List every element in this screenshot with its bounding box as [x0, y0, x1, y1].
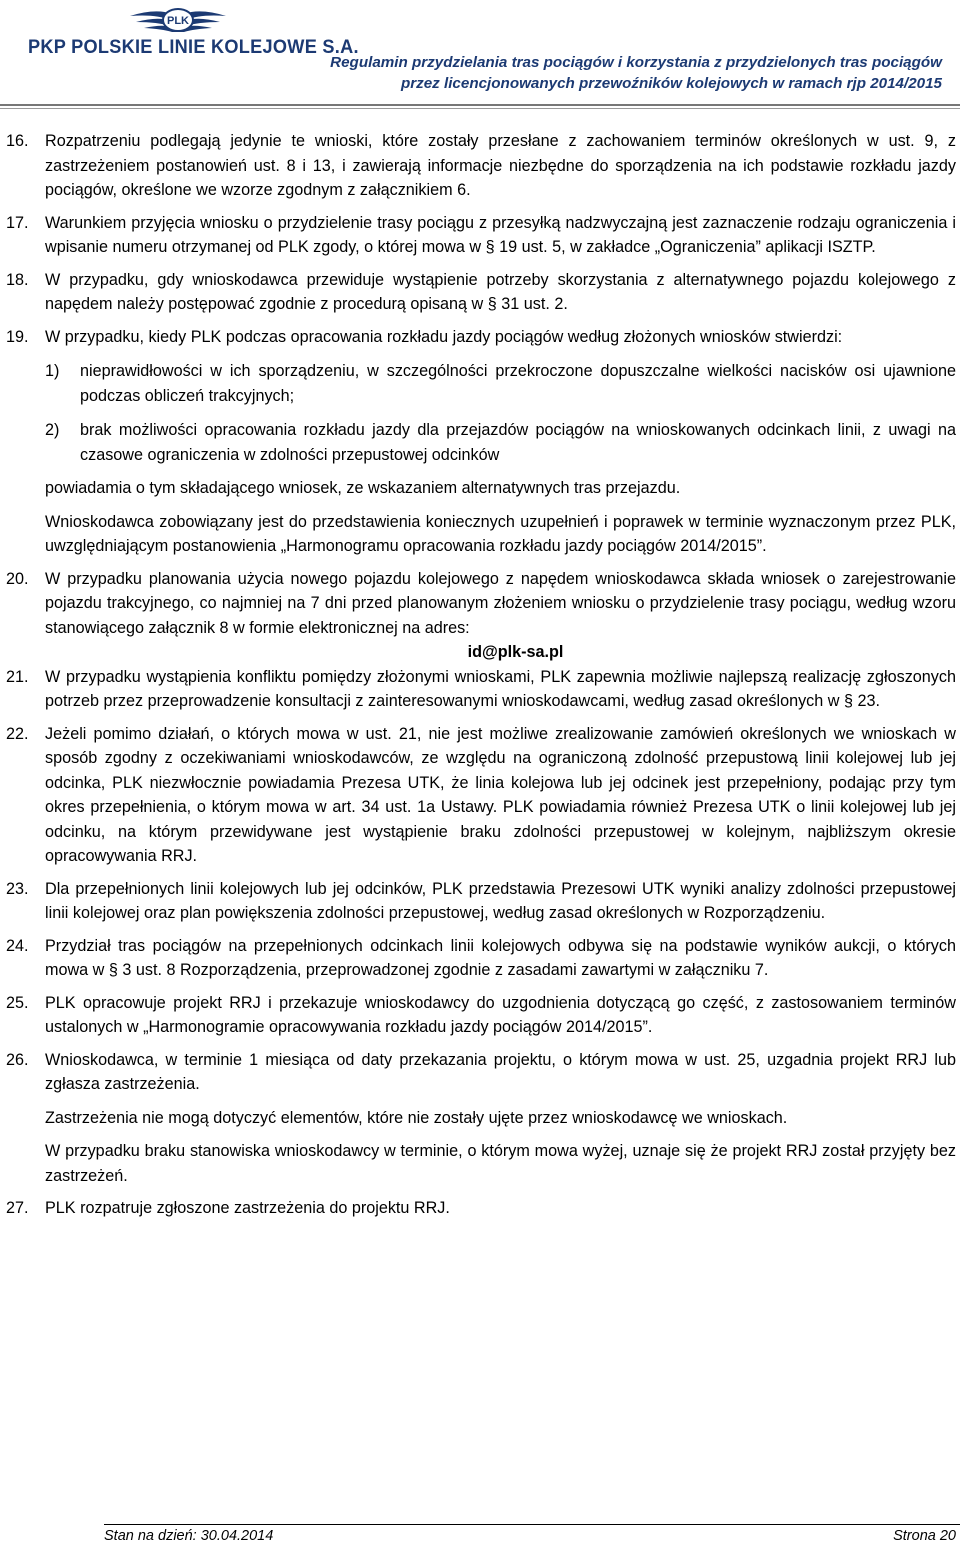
document-body [6, 129, 956, 1221]
paragraph-text: Rozpatrzeniu podlegają jedynie te wnioski, które zostały przesłane z zachowaniem terminów określonych w ust. 9, z zastrzeżeniem postanowień ust. 8 i 13, i zawierają informacje niezbędne do sporządzenia na ich podstawie rozkładu jazdy pociągów, określone we wzorze zgodnym z załącznikiem 6. [45, 132, 956, 199]
paragraph-20 [6, 567, 956, 665]
header-subtitle-line2: przez licencjonowanych przewoźników kolejowych w ramach rjp 2014/2015 [400, 75, 942, 92]
paragraph-number: 18. [6, 270, 29, 289]
paragraph-number: 27. [6, 1199, 29, 1217]
paragraph-text: Zastrzeżenia nie mogą dotyczyć elementów, które nie zostały ujęte przez wnioskodawcę we wnioskach. [45, 1108, 788, 1127]
page-footer [104, 1524, 960, 1545]
paragraph-22 [6, 722, 956, 869]
paragraph-number: 25. [6, 993, 29, 1012]
plk-emblem-icon [126, 4, 230, 38]
paragraph-text: W przypadku, gdy wnioskodawca przewiduje wystąpienie potrzeby skorzystania z alternatywnego pojazdu kolejowego z napędem należy postępować zgodnie z procedurą opisaną w § 31 ust. 2. [45, 270, 956, 313]
page-number: Strona 20 [893, 1528, 956, 1544]
paragraph-text: PLK opracowuje projekt RRJ i przekazuje wnioskodawcy do uzgodnienia dotyczącą go część, z zastosowaniem terminów ustalonych w „Harmonogramie opracowywania rozkładu jazdy pociągów 2014/2015”. [45, 993, 956, 1036]
header-divider [0, 104, 960, 106]
paragraph-24 [6, 934, 956, 983]
paragraph-21 [6, 665, 956, 714]
header-subtitle-line1: Regulamin przydzielania tras pociągów i korzystania z przydzielonych tras pociągów [330, 54, 942, 71]
paragraph-25 [6, 991, 956, 1040]
paragraph-18 [6, 268, 956, 317]
paragraph-19 [6, 325, 956, 559]
paragraph-27 [6, 1196, 956, 1221]
paragraph-text: Dla przepełnionych linii kolejowych lub jej odcinków, PLK przedstawia Prezesowi UTK wyniki analizy zdolności przepustowej linii kolejowej oraz plan powiększenia zdolności przepustowej, według zasad określonych w Rozporządzeniu. [45, 879, 956, 922]
plk-logo [28, 4, 359, 58]
paragraph-17 [6, 211, 956, 260]
paragraph-26 [6, 1048, 956, 1189]
paragraph-text: Wnioskodawca, w terminie 1 miesiąca od daty przekazania projektu, o którym mowa w ust. 25, uzgadnia projekt RRJ lub zgłasza zastrzeżenia. [45, 1050, 956, 1093]
paragraph-text: Jeżeli pomimo działań, o których mowa w ust. 21, nie jest możliwe zrealizowanie zamówień określonych we wnioskach w sposób zgodny z oczekiwaniami wnioskodawców, ze względu na ograniczoną zdolność przepustową linii kolejowej lub jej odcinka, PLK niezwłocznie powiadamia Prezesa UTK, że linia kolejowa lub jej odcinek jest przepełniony, podając przy tym okres przepełnienia, o którym mowa w art. 34 ust. 1a Ustawy. PLK powiadamia również Prezesa UTK o linii kolejowej lub jej odcinku, na którym przewidywane jest wystąpienie braku zdolności przepustowej w kolejnym, najbliższym okresie opracowywania RRJ. [45, 724, 956, 865]
list-item-number: 1) [45, 362, 60, 380]
list-item [45, 418, 956, 467]
paragraph-number: 17. [6, 213, 29, 232]
paragraph-number: 22. [6, 724, 29, 743]
paragraph-text: Przydział tras pociągów na przepełnionych odcinkach linii kolejowych odbywa się na podstawie wyników aukcji, o których mowa w § 3 ust. 8 Rozporządzenia, przeprowadzonej zgodnie z zasadami zawartymi w załączniku 7. [45, 936, 956, 979]
paragraph-text: powiadamia o tym składającego wniosek, ze wskazaniem alternatywnych tras przejazdu. [45, 479, 681, 497]
list-item [45, 359, 956, 408]
paragraph-number: 23. [6, 879, 29, 898]
plk-emblem-text: PLK [167, 15, 189, 27]
paragraph-text: W przypadku, kiedy PLK podczas opracowania rozkładu jazdy pociągów według złożonych wniosków stwierdzi: [45, 327, 843, 346]
paragraph-text: W przypadku braku stanowiska wnioskodawcy w terminie, o którym mowa wyżej, uznaje się że projekt RRJ został przyjęty bez zastrzeżeń. [45, 1142, 956, 1185]
list-item-number: 2) [45, 421, 60, 439]
paragraph-number: 21. [6, 667, 29, 686]
paragraph-number: 24. [6, 936, 29, 955]
paragraph-text: PLK rozpatruje zgłoszone zastrzeżenia do projektu RRJ. [45, 1199, 450, 1217]
paragraph-number: 20. [6, 569, 29, 588]
paragraph-16 [6, 129, 956, 203]
header-divider-thin [0, 108, 960, 109]
list-item-text: nieprawidłowości w ich sporządzeniu, w szczególności przekroczone dopuszczalne wielkości nacisków osi ujawnione podczas obliczeń trakcyjnych; [80, 362, 956, 405]
list-item-text: brak możliwości opracowania rozkładu jazdy dla przejazdów pociągów na wnioskowanych odcinkach linii, z uwagi na czasowe ograniczenia w zdolności przepustowej odcinków [80, 421, 956, 464]
paragraph-text: W przypadku wystąpienia konfliktu pomiędzy złożonymi wnioskami, PLK zapewnia możliwie najlepszą realizację zgłoszonych potrzeb przez przeprowadzenie konsultacji z zainteresowanymi wnioskodawcami, według zasad określonych w § 23. [45, 667, 956, 710]
paragraph-text: Wnioskodawca zobowiązany jest do przedstawienia koniecznych uzupełnień i poprawek w terminie wyznaczonym przez PLK, uwzględniającym postanowienia „Harmonogramu opracowania rozkładu jazdy pociągów 2014/2015”. [45, 512, 956, 555]
paragraph-number: 26. [6, 1050, 29, 1069]
paragraph-text: W przypadku planowania użycia nowego pojazdu kolejowego z napędem wnioskodawca składa wniosek o zarejestrowanie pojazdu trakcyjnego, co najmniej na 7 dni przed planowanym złożeniem wniosku o przydzielenie trasy pociągu, według wzoru stanowiącego załącznik 8 w formie elektronicznej na adres: [45, 569, 956, 637]
paragraph-number: 16. [6, 132, 29, 150]
paragraph-number: 19. [6, 327, 29, 346]
logo-text: PKP POLSKIE LINIE KOLEJOWE S.A. [28, 36, 359, 58]
paragraph-23 [6, 877, 956, 926]
paragraph-text: Warunkiem przyjęcia wniosku o przydzielenie trasy pociągu z przesyłką nadzwyczajną jest zaznaczenie rodzaju ograniczenia i wpisanie numeru otrzymanej od PLK zgody, o której mowa w § 19 ust. 5, w zakładce „Ograniczenia” aplikacji ISZTP. [45, 213, 956, 256]
footer-date: Stan na dzień: 30.04.2014 [104, 1528, 274, 1544]
email-address[interactable]: id@plk-sa.pl [467, 643, 564, 661]
